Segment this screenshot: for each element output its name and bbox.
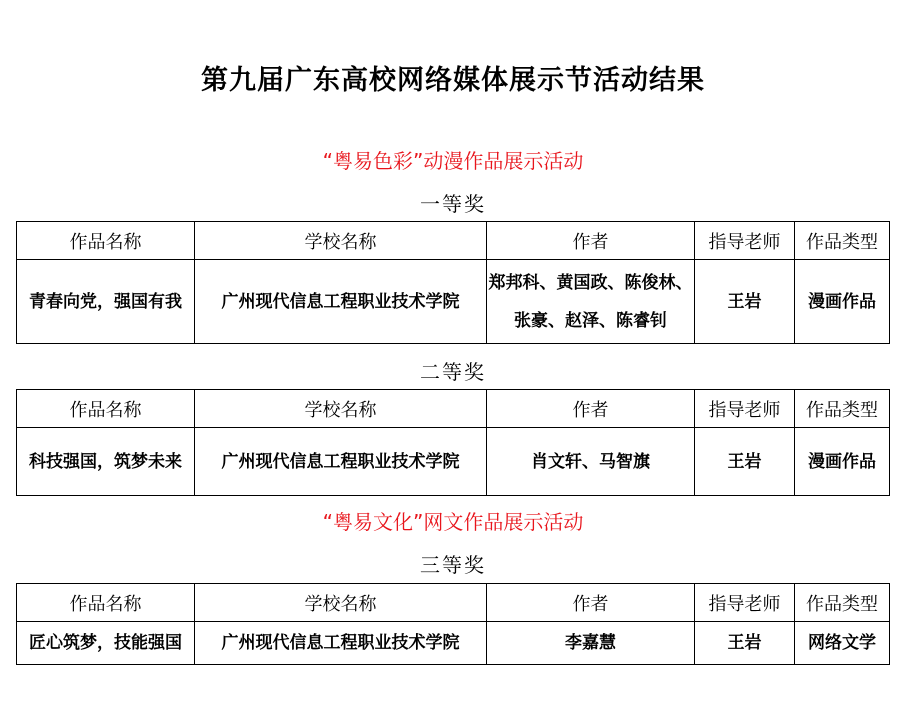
table-row — [17, 428, 890, 496]
cell-author: 李嘉慧 — [487, 622, 695, 665]
header-teacher: 指导老师 — [695, 390, 795, 428]
prize-label-first: 一等奖 — [420, 192, 486, 216]
header-school: 学校名称 — [195, 222, 487, 260]
cell-author: 肖文轩、马智旗 — [487, 428, 695, 496]
header-work: 作品名称 — [17, 584, 195, 622]
cell-teacher: 王岩 — [695, 622, 795, 665]
third-prize-table — [16, 583, 890, 665]
cell-school: 广州现代信息工程职业技术学院 — [195, 260, 487, 344]
header-type: 作品类型 — [795, 390, 890, 428]
header-work: 作品名称 — [17, 390, 195, 428]
table-header-row — [17, 584, 890, 622]
cell-type: 漫画作品 — [795, 260, 890, 344]
cell-teacher: 王岩 — [695, 428, 795, 496]
cell-work: 科技强国，筑梦未来 — [17, 428, 195, 496]
activity-title-literature: “粤易文化”网文作品展示活动 — [322, 510, 584, 534]
header-teacher: 指导老师 — [695, 222, 795, 260]
cell-work: 青春向党，强国有我 — [17, 260, 195, 344]
author-line: 郑邦科、黄国政、陈俊林、 — [488, 272, 693, 293]
cell-school: 广州现代信息工程职业技术学院 — [195, 428, 487, 496]
table-header-row — [17, 222, 890, 260]
second-prize-table — [16, 389, 890, 496]
cell-school: 广州现代信息工程职业技术学院 — [195, 622, 487, 665]
header-author: 作者 — [487, 584, 695, 622]
header-author: 作者 — [487, 390, 695, 428]
header-teacher: 指导老师 — [695, 584, 795, 622]
cell-author — [487, 260, 695, 344]
header-type: 作品类型 — [795, 222, 890, 260]
table-header-row — [17, 390, 890, 428]
table-row — [17, 260, 890, 344]
header-school: 学校名称 — [195, 390, 487, 428]
page-title: 第九届广东高校网络媒体展示节活动结果 — [201, 65, 705, 96]
author-line: 张豪、赵泽、陈睿钊 — [514, 310, 667, 331]
header-type: 作品类型 — [795, 584, 890, 622]
activity-title-animation: “粤易色彩”动漫作品展示活动 — [322, 149, 584, 173]
cell-teacher: 王岩 — [695, 260, 795, 344]
prize-label-second: 二等奖 — [420, 360, 486, 384]
first-prize-table — [16, 221, 890, 344]
header-school: 学校名称 — [195, 584, 487, 622]
prize-label-third: 三等奖 — [420, 553, 486, 577]
cell-type: 网络文学 — [795, 622, 890, 665]
header-author: 作者 — [487, 222, 695, 260]
header-work: 作品名称 — [17, 222, 195, 260]
cell-work: 匠心筑梦，技能强国 — [17, 622, 195, 665]
table-row — [17, 622, 890, 665]
cell-type: 漫画作品 — [795, 428, 890, 496]
